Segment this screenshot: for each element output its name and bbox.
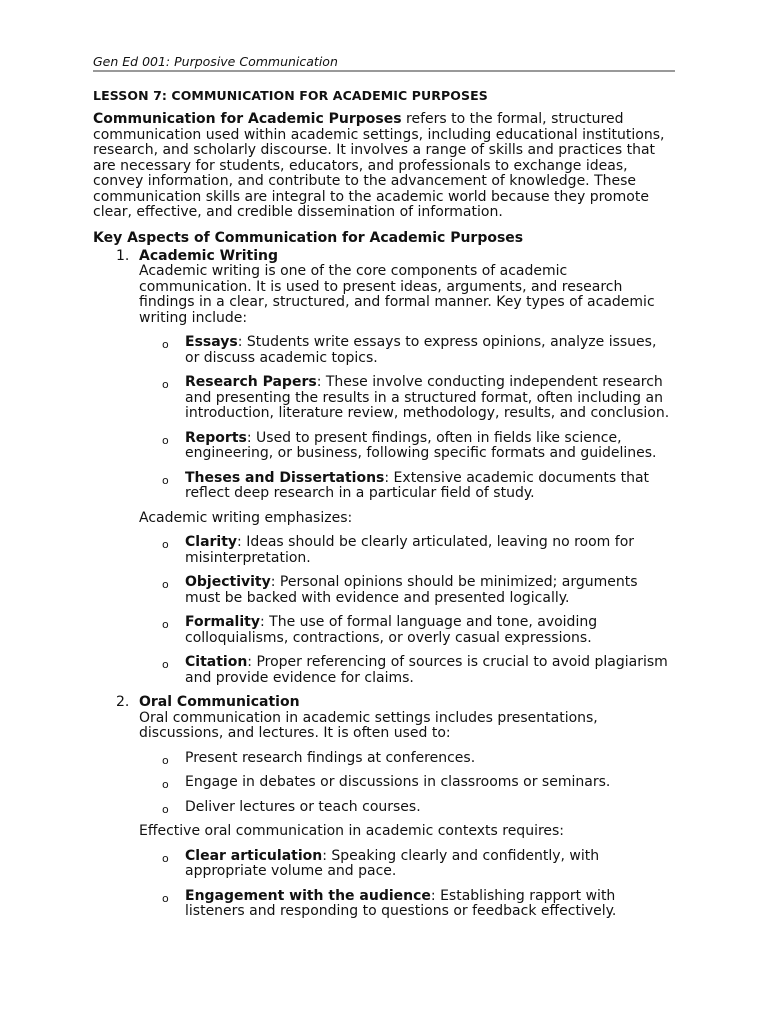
list-item xyxy=(139,535,675,566)
item-description: Academic writing is one of the core components of academic communication. It is used to present ideas, arguments, and research findings in a clear, structured, and formal manner. Key types of academic writing include: xyxy=(139,263,655,326)
bullet-icon: o xyxy=(162,538,169,551)
bullet-icon: o xyxy=(162,338,169,351)
list-item-text: : Personal opinions should be minimized; arguments must be backed with evidence and presented logically. xyxy=(185,574,638,606)
list-item-term: Clarity xyxy=(185,534,238,550)
list-item xyxy=(139,335,675,366)
intro-text: refers to the formal, structured communication used within academic settings, including educational institutions, research, and scholarly discourse. It involves a range of skills and practices that are necessary for students, educators, and professionals to exchange ideas, convey information, and contribute to the advancement of knowledge. These communication skills are integral to the academic world because they promote clear, effective, and credible dissemination of information. xyxy=(93,111,665,220)
writing-types-list xyxy=(139,335,675,502)
list-item-term: Reports xyxy=(185,429,247,446)
item-title: Oral Communication xyxy=(139,694,300,710)
list-item xyxy=(139,471,675,502)
list-item xyxy=(139,575,675,606)
bullet-icon: o xyxy=(162,851,169,865)
bullet-icon: o xyxy=(162,778,169,791)
list-item-term: Formality xyxy=(185,614,260,630)
list-item xyxy=(139,889,675,920)
list-item-text: : The use of formal language and tone, avoiding colloquialisms, contractions, or overly casual expressions. xyxy=(185,614,598,646)
item-description: Oral communication in academic settings includes presentations, discussions, and lectures. It is often used to: xyxy=(139,709,598,741)
list-item xyxy=(139,375,675,422)
emphasis-list xyxy=(139,535,675,686)
list-item xyxy=(139,615,675,646)
list-item-term: Objectivity xyxy=(185,574,271,590)
list-item-term: Clear articulation xyxy=(185,847,323,864)
list-item xyxy=(139,431,675,462)
numbered-item-oral-communication xyxy=(93,695,675,920)
list-item xyxy=(139,655,675,686)
intro-term: Communication for Academic Purposes xyxy=(93,111,402,127)
numbered-item-academic-writing xyxy=(93,249,675,687)
oral-uses-list xyxy=(139,751,675,816)
list-item-text: : Speaking clearly and confidently, with appropriate volume and pace. xyxy=(185,847,600,879)
bullet-icon: o xyxy=(162,753,169,767)
running-header: Gen Ed 001: Purposive Communication xyxy=(93,54,675,72)
list-item-term: Essays xyxy=(185,334,238,350)
list-item xyxy=(139,800,675,816)
bullet-icon: o xyxy=(162,891,169,905)
bullet-icon: o xyxy=(162,578,169,591)
item-title: Academic Writing xyxy=(139,247,279,264)
bullet-icon: o xyxy=(162,802,169,816)
list-item-text: Deliver lectures or teach courses. xyxy=(185,798,421,815)
bullet-icon: o xyxy=(162,378,169,391)
lesson-title: LESSON 7: COMMUNICATION FOR ACADEMIC PURPOSES xyxy=(93,88,488,103)
requires-intro: Effective oral communication in academic contexts requires: xyxy=(139,823,565,839)
intro-paragraph xyxy=(93,112,675,221)
list-item-text: Present research findings at conferences. xyxy=(185,749,476,766)
list-item-term: Citation xyxy=(185,654,248,670)
list-item xyxy=(139,751,675,767)
list-item-text: : Establishing rapport with listeners and responding to questions or feedback effectively. xyxy=(185,887,617,919)
list-item-term: Theses and Dissertations xyxy=(185,469,385,486)
bullet-icon: o xyxy=(162,658,169,671)
section-title: Key Aspects of Communication for Academic Purposes xyxy=(93,229,524,246)
list-item-text: Engage in debates or discussions in classrooms or seminars. xyxy=(185,774,611,790)
list-item xyxy=(139,849,675,880)
list-item-text: : Ideas should be clearly articulated, leaving no room for misinterpretation. xyxy=(185,534,635,566)
list-item-term: Engagement with the audience xyxy=(185,887,431,904)
list-item-text: : Proper referencing of sources is crucial to avoid plagiarism and provide evidence for claims. xyxy=(185,654,668,686)
list-item-text: : Students write essays to express opinions, analyze issues, or discuss academic topics. xyxy=(185,334,657,366)
emphasis-intro: Academic writing emphasizes: xyxy=(139,509,353,526)
bullet-icon: o xyxy=(162,473,169,487)
requires-list xyxy=(139,849,675,920)
list-item-term: Research Papers xyxy=(185,374,317,390)
list-item-text: : Used to present findings, often in fields like science, engineering, or business, following specific formats and guidelines. xyxy=(185,429,657,461)
bullet-icon: o xyxy=(162,618,169,631)
item-number: 2. xyxy=(116,694,130,710)
list-item-text: : Extensive academic documents that reflect deep research in a particular field of study. xyxy=(185,469,650,501)
list-item xyxy=(139,775,675,791)
document-page xyxy=(93,54,675,920)
bullet-icon: o xyxy=(162,433,169,447)
list-item-text: : These involve conducting independent research and presenting the results in a structured format, often including an introduction, literature review, methodology, results, and conclusion. xyxy=(185,374,670,421)
item-number: 1. xyxy=(116,247,130,264)
